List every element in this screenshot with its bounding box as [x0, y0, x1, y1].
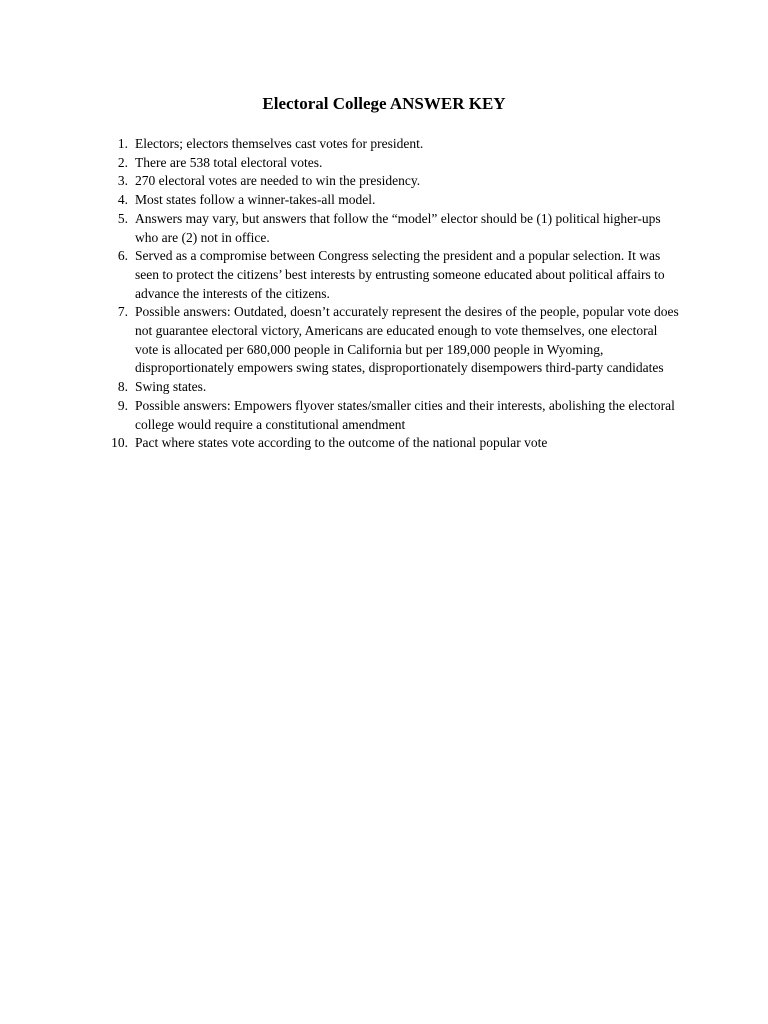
- answer-text: Possible answers: Outdated, doesn’t accurately represent the desires of the people, popular vote does not guarantee electoral victory, Americans are educated enough to vote themselves, one electoral vote is allocated per 680,000 people in California but per 189,000 people in Wyoming, disproportionately empowers swing states, disproportionately disempowers third-party candidates: [135, 304, 679, 376]
- document-title: Electoral College ANSWER KEY: [262, 94, 506, 113]
- answer-item-4: [100, 191, 680, 210]
- answer-text: There are 538 total electoral votes.: [135, 154, 323, 170]
- answer-number: 7.: [117, 304, 128, 320]
- answer-text: Answers may vary, but answers that follow the “model” elector should be (1) political higher-ups who are (2) not in office.: [135, 210, 661, 245]
- answer-text: Electors; electors themselves cast votes for president.: [135, 136, 424, 151]
- answer-number: 10.: [111, 435, 128, 451]
- answer-item-2: [100, 154, 680, 173]
- answer-item-10: [100, 434, 680, 453]
- answer-item-1: [100, 135, 680, 154]
- answer-text: Swing states.: [135, 379, 207, 395]
- answer-number: 9.: [117, 397, 128, 413]
- answer-number: 1.: [117, 136, 128, 151]
- answer-item-6: [100, 247, 680, 303]
- answer-text: Possible answers: Empowers flyover states/smaller cities and their interests, abolishing the electoral college would require a constitutional amendment: [135, 397, 675, 432]
- answer-number: 5.: [117, 210, 128, 226]
- answer-number: 4.: [117, 192, 128, 208]
- answer-item-7: [100, 303, 680, 378]
- answer-number: 6.: [117, 248, 128, 264]
- answer-text: 270 electoral votes are needed to win the presidency.: [135, 173, 421, 189]
- answer-list: [100, 135, 680, 453]
- answer-item-9: [100, 397, 680, 434]
- answer-item-5: [100, 210, 680, 247]
- answer-item-3: [100, 172, 680, 191]
- answer-item-8: [100, 378, 680, 397]
- answer-text: Most states follow a winner-takes-all model.: [135, 192, 376, 208]
- answer-text: Pact where states vote according to the outcome of the national popular vote: [135, 435, 548, 451]
- answer-text: Served as a compromise between Congress selecting the president and a popular selection. It was seen to protect the citizens’ best interests by entrusting someone educated about political affairs to advance the interests of the citizens.: [135, 248, 665, 301]
- answer-number: 8.: [117, 379, 128, 395]
- answer-number: 2.: [117, 154, 128, 170]
- answer-number: 3.: [117, 173, 128, 189]
